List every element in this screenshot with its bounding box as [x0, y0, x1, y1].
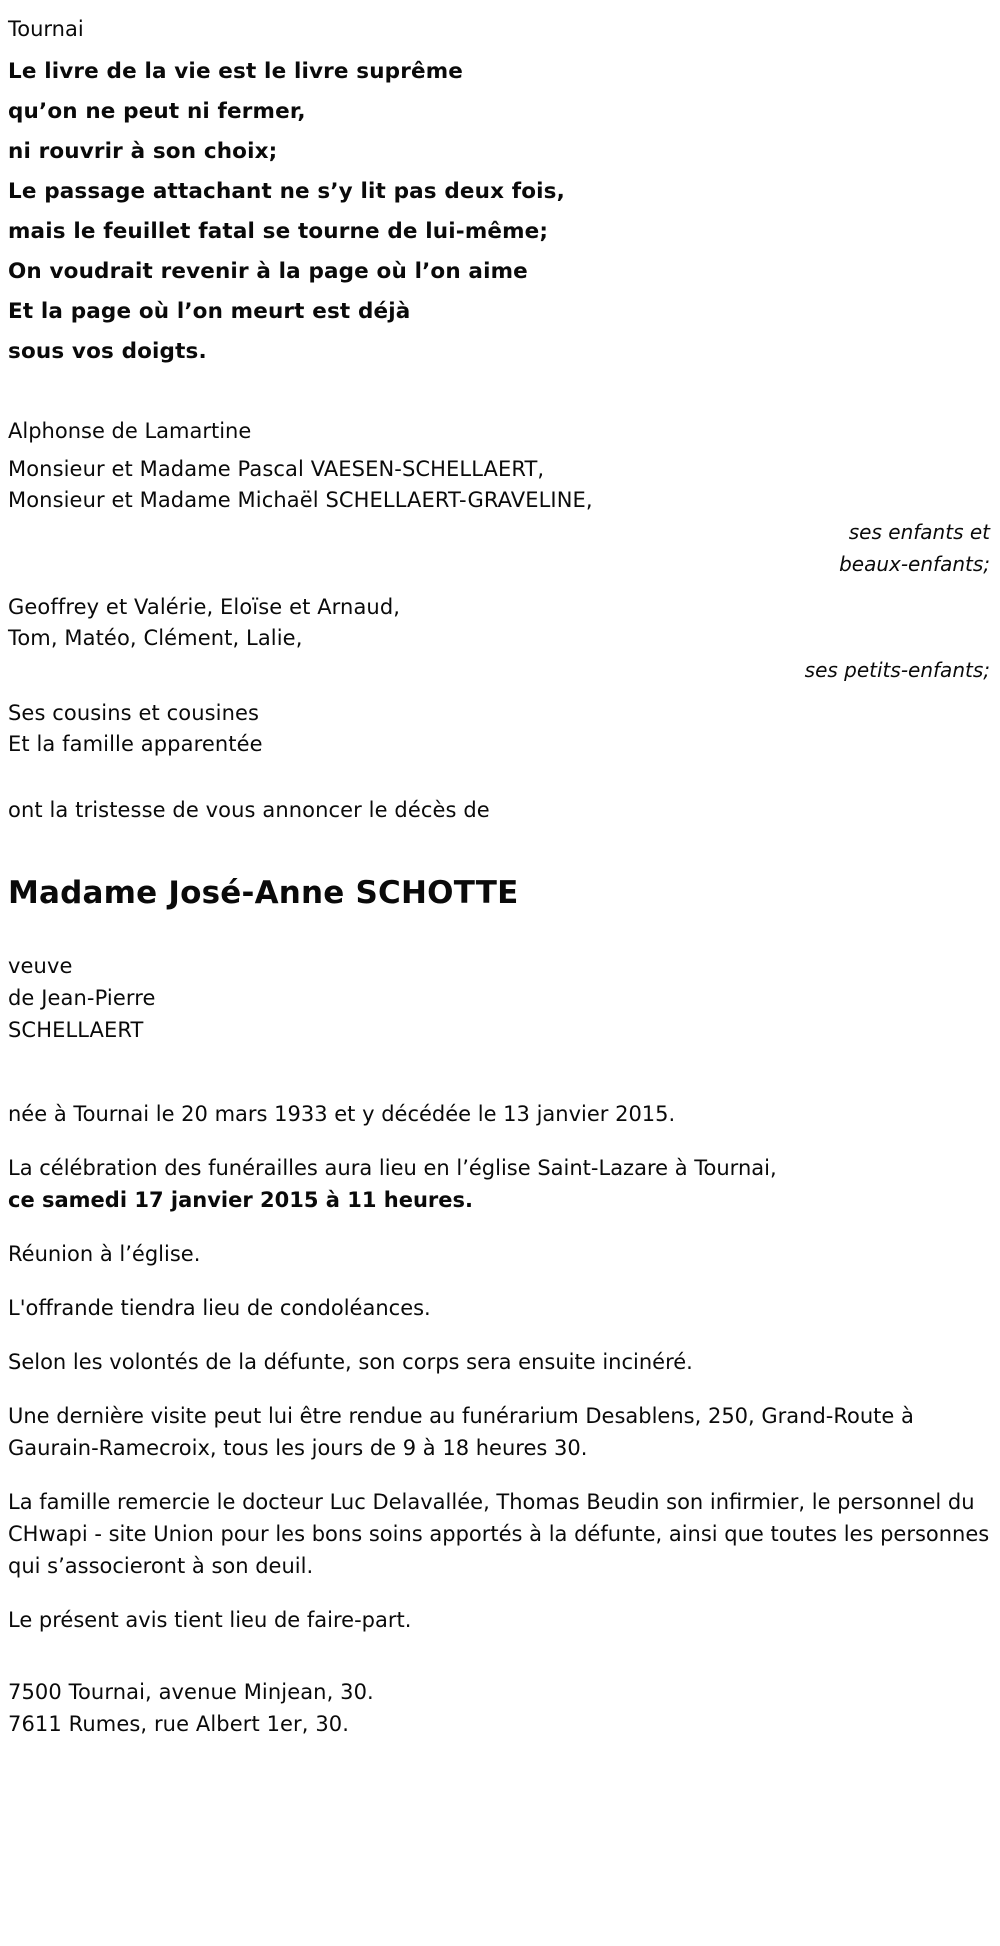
widow-line: de Jean-Pierre: [8, 986, 156, 1010]
poem-verse: ni rouvrir à son choix;: [8, 139, 278, 164]
locality-label: Tournai: [8, 17, 84, 41]
widow-line: SCHELLAERT: [8, 1018, 144, 1042]
funeral-datetime-line: [8, 1184, 992, 1216]
poem-verse: Et la page où l’on meurt est déjà: [8, 299, 411, 324]
family-names: [8, 454, 992, 516]
meeting-line: Réunion à l’église.: [8, 1242, 201, 1266]
thanks-paragraph: La famille remercie le docteur Luc Delavallée, Thomas Beudin son infirmier, le personnel du CHwapi - site Union pour les bons soins apportés à la défunte, ainsi que toutes les personnes qui s’associeront à son deuil.: [8, 1490, 990, 1578]
family-name-line: Tom, Matéo, Clément, Lalie,: [8, 626, 303, 650]
family-roster: [8, 454, 992, 760]
family-group-cousins: [8, 698, 992, 760]
poem-verse: On voudrait revenir à la page où l’on aime: [8, 259, 528, 284]
poem-verse: qu’on ne peut ni fermer,: [8, 99, 306, 124]
widow-block: [8, 950, 992, 1046]
family-role-line: beaux-enfants;: [839, 552, 990, 576]
family-name-line: Geoffrey et Valérie, Eloïse et Arnaud,: [8, 595, 401, 619]
funeral-datetime-text: ce samedi 17 janvier 2015 à 11 heures.: [8, 1188, 473, 1212]
family-role-label: [8, 516, 992, 580]
family-name-line: Ses cousins et cousines: [8, 701, 260, 725]
poem-attribution: Alphonse de Lamartine: [8, 419, 252, 443]
address-line: 7611 Rumes, rue Albert 1er, 30.: [8, 1712, 350, 1736]
addresses-block: [8, 1676, 992, 1740]
family-name-line: Monsieur et Madame Michaël SCHELLAERT-GRAVELINE,: [8, 488, 593, 512]
family-group-children: [8, 454, 992, 580]
family-role-label: [8, 654, 992, 686]
announcement-text: ont la tristesse de vous annoncer le décès de: [8, 798, 490, 822]
birth-death-line: née à Tournai le 20 mars 1933 et y décédée le 13 janvier 2015.: [8, 1102, 676, 1126]
deceased-name: Madame José-Anne SCHOTTE: [8, 875, 519, 911]
offering-line: L'offrande tiendra lieu de condoléances.: [8, 1296, 431, 1320]
family-role-line: ses enfants et: [848, 520, 990, 544]
roster-spacer: [8, 580, 992, 592]
poem-verse: mais le feuillet fatal se tourne de lui-même;: [8, 219, 549, 244]
family-name-line: Monsieur et Madame Pascal VAESEN-SCHELLAERT,: [8, 457, 545, 481]
notice-line: Le présent avis tient lieu de faire-part.: [8, 1608, 412, 1632]
family-names: [8, 592, 992, 654]
family-name-line: Et la famille apparentée: [8, 732, 263, 756]
visit-paragraph: Une dernière visite peut lui être rendue au funérarium Desablens, 250, Grand-Route à Gaurain-Ramecroix, tous les jours de 9 à 18 heures 30.: [8, 1404, 914, 1460]
family-group-grandchildren: [8, 592, 992, 686]
poem-verse: Le livre de la vie est le livre suprême: [8, 59, 463, 84]
family-names: [8, 698, 992, 760]
family-role-line: ses petits-enfants;: [804, 658, 990, 682]
funeral-intro-line: La célébration des funérailles aura lieu en l’église Saint-Lazare à Tournai,: [8, 1156, 777, 1180]
details-block: [8, 1098, 992, 1636]
address-line: 7500 Tournai, avenue Minjean, 30.: [8, 1680, 374, 1704]
poem-block: [8, 52, 992, 372]
roster-spacer: [8, 686, 992, 698]
poem-verse: Le passage attachant ne s’y lit pas deux fois,: [8, 179, 565, 204]
cremation-line: Selon les volontés de la défunte, son corps sera ensuite incinéré.: [8, 1350, 693, 1374]
widow-line: veuve: [8, 954, 73, 978]
poem-verse: sous vos doigts.: [8, 339, 207, 364]
